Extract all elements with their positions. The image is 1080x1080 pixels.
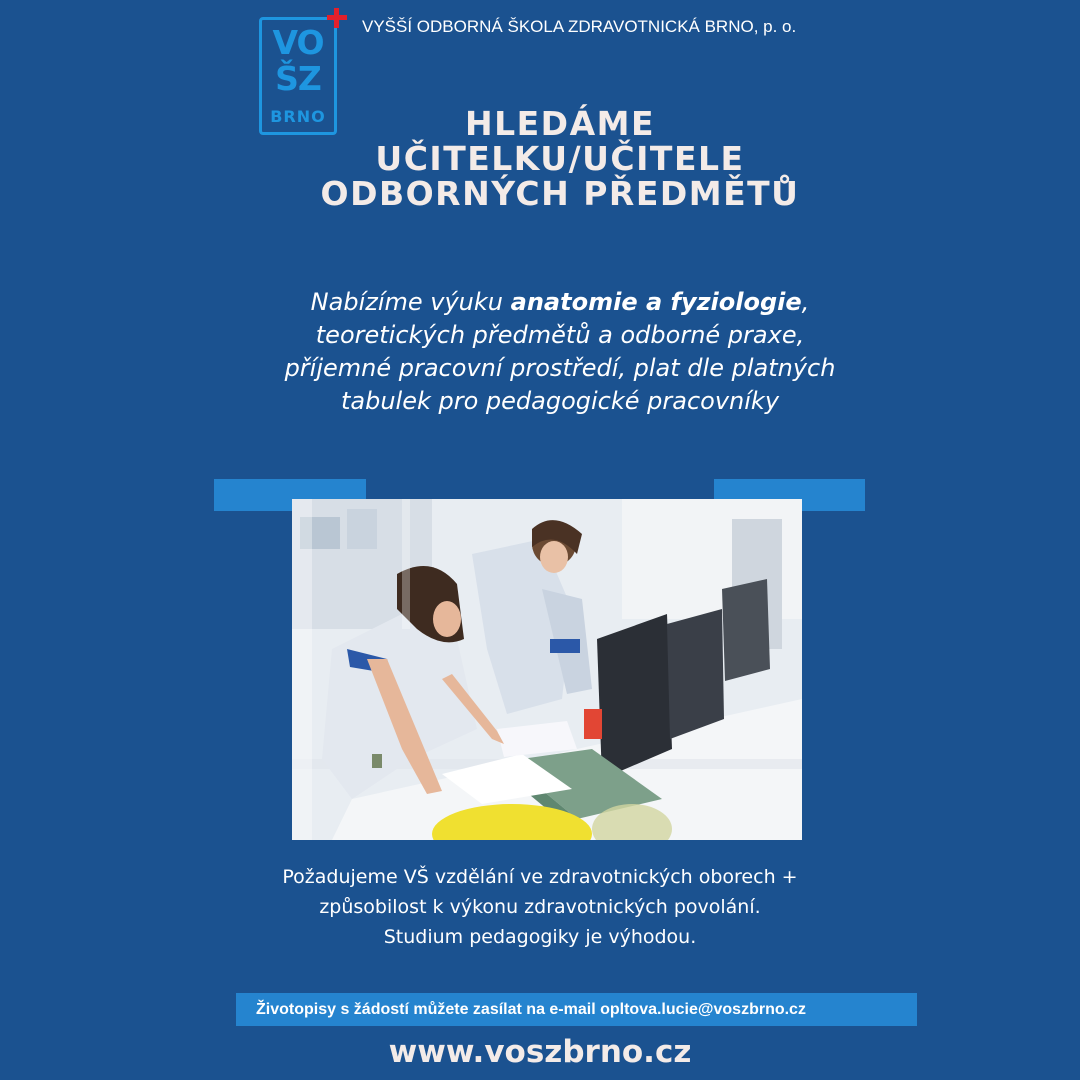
offer-suffix: , teoretických předmětů a odborné praxe, příjemné pracovní prostředí, plat dle platných tabulek pro pedagogické pracovníky [284,288,836,415]
headline-line-2: UČITELKU/UČITELE [375,139,745,178]
cv-instructions: Životopisy s žádostí můžete zasílat na e-mail opltova.lucie@voszbrno.cz [256,1001,806,1018]
offer-highlight: anatomie a fyziologie [510,288,802,316]
cv-banner [236,993,917,1026]
website-link[interactable]: www.voszbrno.cz [388,1034,692,1070]
requirements-text: Požadujeme VŠ vzdělání ve zdravotnických oborech + způsobilost k výkonu zdravotnických povolání. Studium pedagogiky je výhodou. [282,866,798,948]
offer-prefix: Nabízíme výuku [310,288,511,316]
nurses-photo [292,499,802,840]
headline [250,106,870,211]
offer-text [260,286,860,418]
headline-line-3: ODBORNÝCH PŘEDMĚTŮ [320,174,800,213]
headline-line-1: HLEDÁME [464,104,655,143]
red-cross-icon [327,8,347,28]
logo-line-2: ŠZ [275,59,321,98]
logo-line-3: BRNO [270,107,326,126]
school-name: VYŠŠÍ ODBORNÁ ŠKOLA ZDRAVOTNICKÁ BRNO, p. o. [362,17,797,36]
logo-line-1: VO [272,23,324,62]
